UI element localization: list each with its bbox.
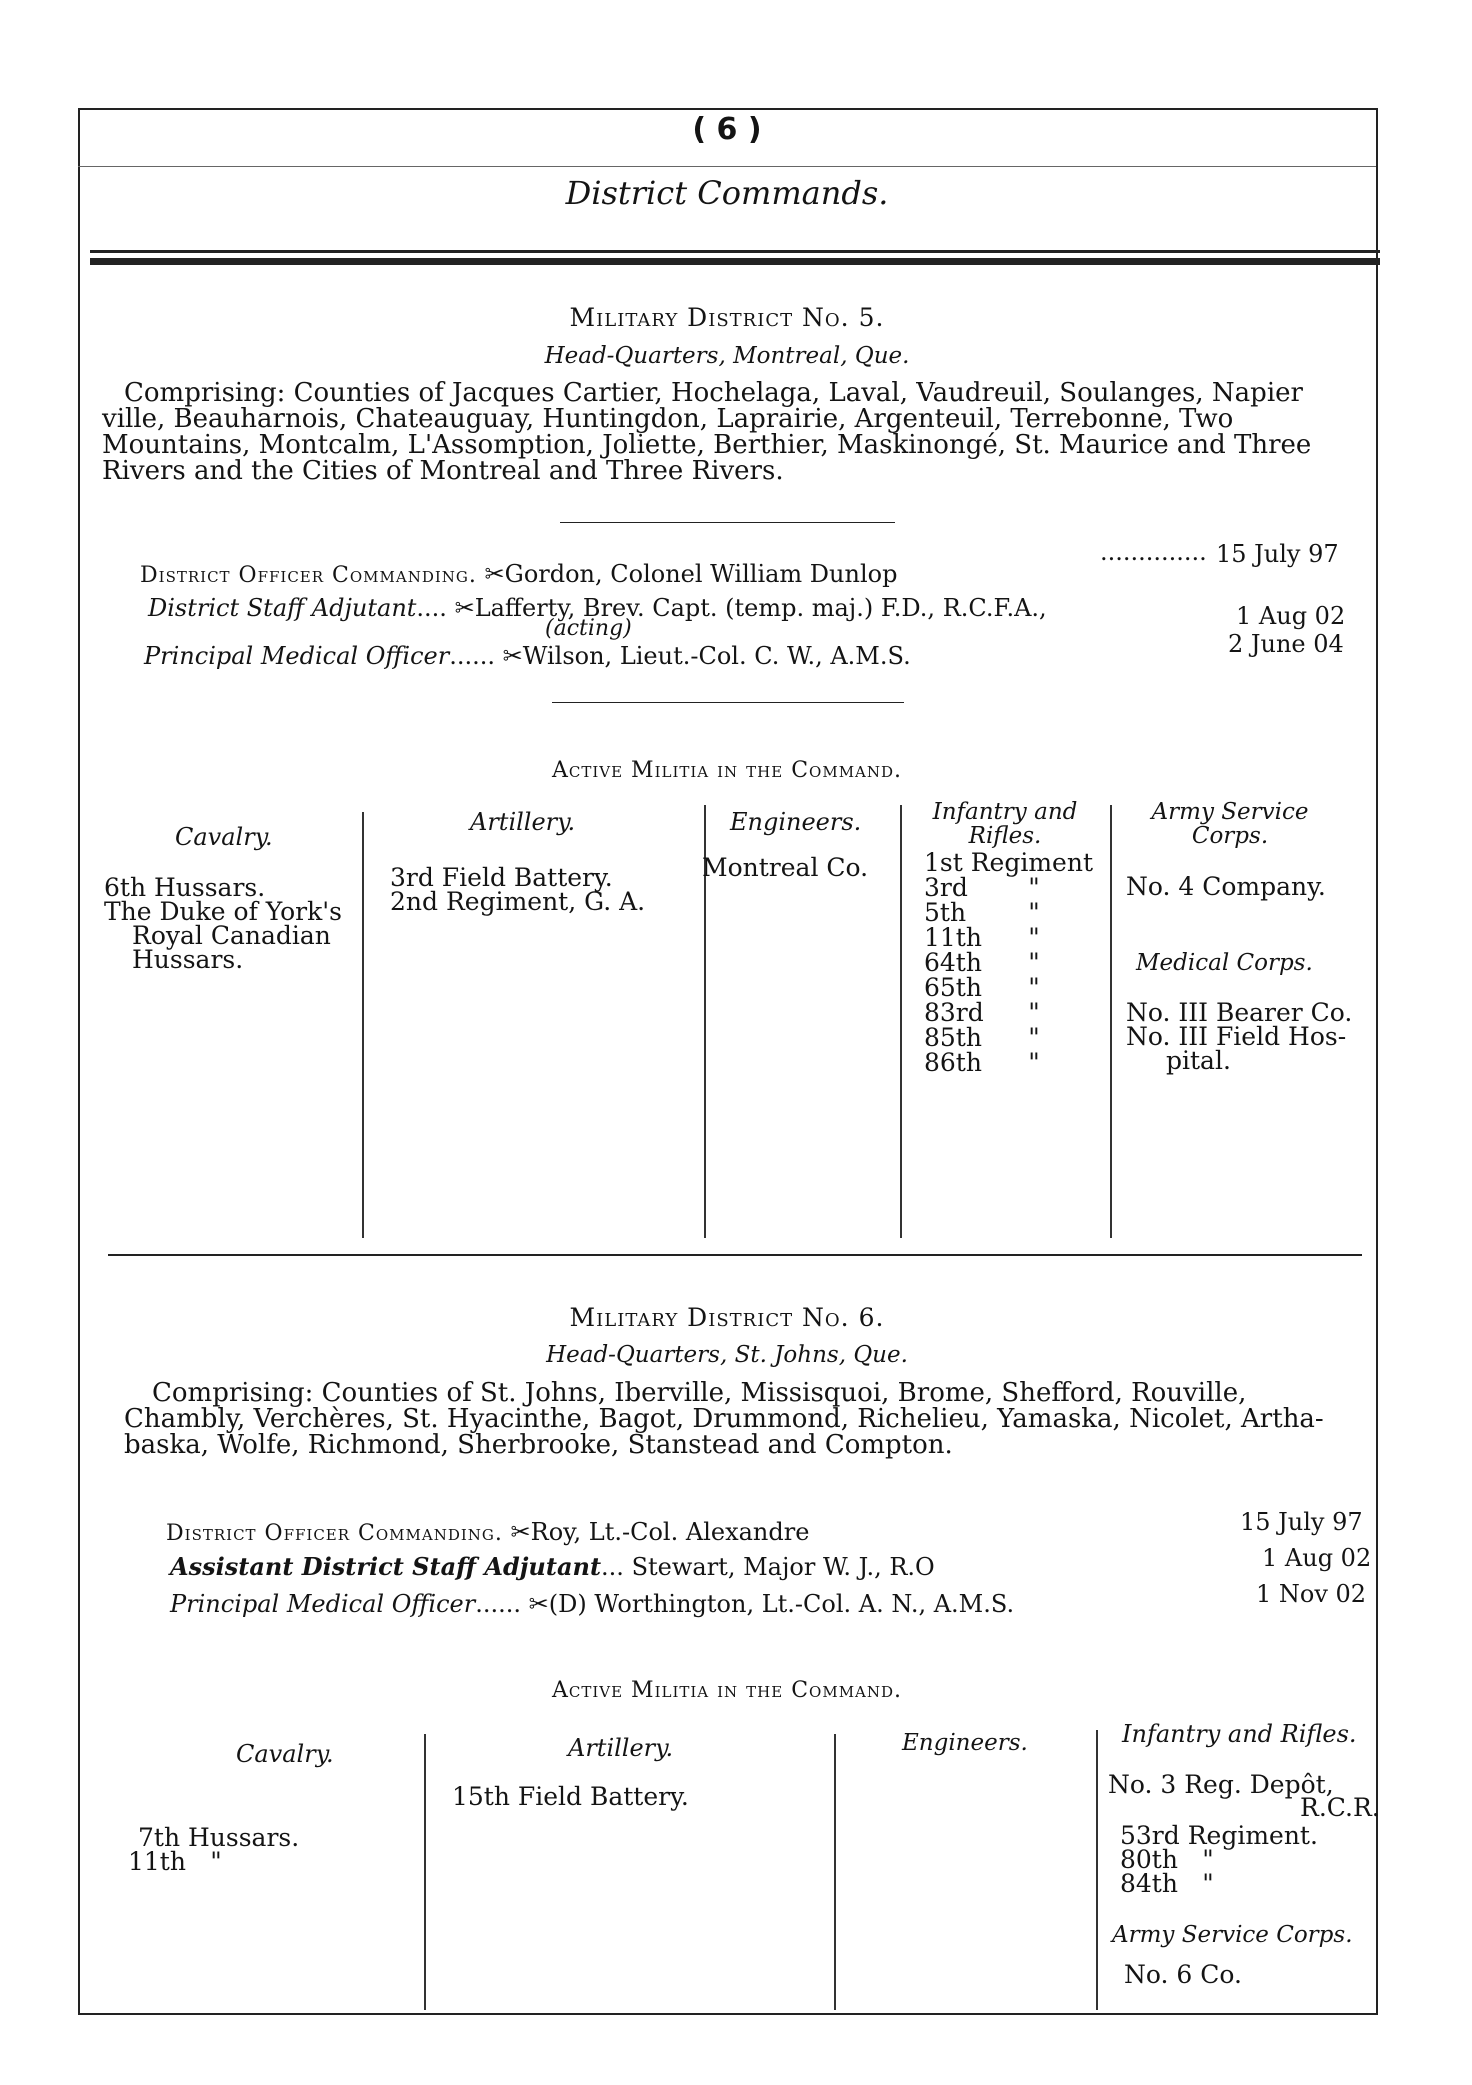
- medical-entry: No. III Bearer Co.: [1126, 998, 1353, 1027]
- header-asc: Army Service Corps.: [1151, 799, 1309, 849]
- ditto-mark: ": [1028, 973, 1040, 1002]
- infantry-entry: [924, 975, 1064, 1000]
- officer-date: 15 July 97: [1216, 540, 1339, 568]
- district5-doc-row: [140, 560, 897, 588]
- officer-name: ✂Wilson, Lieut.-Col. C. W., A.M.S.: [502, 642, 911, 670]
- cavalry-entry: The Duke of York's: [104, 897, 342, 926]
- top-rule: [78, 108, 1376, 110]
- header-engineers: Engineers.: [730, 808, 862, 836]
- officer-date: 1 Nov 02: [1256, 1580, 1367, 1608]
- column-divider: [900, 805, 902, 1238]
- district5-pmo-row: Principal Medical Officer...... ✂Wilson, Lieut.-Col. C. W., A.M.S.: [144, 642, 911, 670]
- artillery-entry: 15th Field Battery.: [452, 1782, 689, 1811]
- medical-entry: No. III Field Hos-: [1126, 1022, 1347, 1051]
- officer-dots: ..............: [1100, 538, 1207, 566]
- district6-title: Military District No. 6.: [569, 1303, 885, 1332]
- ditto-mark: ": [1028, 948, 1040, 977]
- district6-pmo-row: Principal Medical Officer...... ✂(D) Worthington, Lt.-Col. A. N., A.M.S.: [170, 1590, 1015, 1618]
- column-divider: [834, 1734, 836, 2010]
- officer-date: 1 Aug 02: [1236, 602, 1346, 630]
- officer-date: 2 June 04: [1228, 630, 1344, 658]
- infantry-entry-text: 11th: [924, 923, 982, 952]
- medical-entry: pital.: [1166, 1046, 1231, 1075]
- district5-comprising-line: Mountains, Montcalm, L'Assomption, Joliette, Berthier, Maskinongé, St. Maurice and Three: [102, 430, 1312, 460]
- infantry-entry: [924, 875, 1064, 900]
- ditto-mark: ": [1028, 898, 1040, 927]
- header-engineers: Engineers.: [902, 1730, 1028, 1756]
- ditto-mark: ": [1202, 1869, 1214, 1898]
- officer-date: 15 July 97: [1240, 1508, 1363, 1536]
- cavalry-entry-text: 11th: [128, 1847, 186, 1876]
- infantry-entry-text: 64th: [924, 948, 982, 977]
- ditto-mark: ": [1028, 923, 1040, 952]
- cavalry-entry: 7th Hussars.: [138, 1823, 300, 1852]
- officer-name: ✂Gordon, Colonel William Dunlop: [484, 560, 898, 588]
- header-infantry: Infantry and Rifles.: [932, 799, 1078, 849]
- asc-header: Army Service Corps.: [1112, 1922, 1353, 1948]
- divider-short: [552, 702, 904, 703]
- district5-adjutant-row: District Staff Adjutant.... ✂Lafferty, Brev. Capt. (temp. maj.) F.D., R.C.F.A.,: [148, 594, 1047, 622]
- header-infantry: Infantry and Rifles.: [1122, 1720, 1357, 1748]
- officer-name: ✂Lafferty, Brev. Capt. (temp. maj.) F.D., R.C.F.A.,: [454, 594, 1047, 622]
- district6-adjutant-row: Assistant District Staff Adjutant... Stewart, Major W. J., R.O: [170, 1552, 935, 1581]
- column-divider: [1096, 1730, 1098, 2010]
- ditto-mark: ": [210, 1847, 222, 1876]
- page-number: ( 6 ): [692, 112, 762, 147]
- header-artillery: Artillery.: [470, 808, 576, 836]
- district5-comprising-line: Comprising: Counties of Jacques Cartier, Hochelaga, Laval, Vaudreuil, Soulanges, Napier: [124, 378, 1303, 408]
- infantry-entry-text: 65th: [924, 973, 982, 1002]
- officer-role: District Officer Commanding.: [140, 563, 477, 588]
- cavalry-entry: [128, 1849, 246, 1874]
- thick-rule-2: [90, 258, 1380, 265]
- divider-short: [560, 522, 895, 523]
- officer-name: Stewart, Major W. J., R.O: [631, 1553, 935, 1581]
- district6-comprising-line: baska, Wolfe, Richmond, Sherbrooke, Stanstead and Compton.: [124, 1430, 953, 1460]
- district5-militia-title: Active Militia in the Command.: [551, 758, 903, 783]
- engineers-entry: Montreal Co.: [702, 853, 869, 882]
- district6-hq: Head-Quarters, St. Johns, Que.: [546, 1342, 908, 1368]
- column-divider: [362, 812, 364, 1238]
- asc-entry: No. 4 Company.: [1126, 872, 1326, 901]
- ditto-mark: ": [1028, 1048, 1040, 1077]
- infantry-entry-text: 85th: [924, 1023, 982, 1052]
- officer-role: Principal Medical Officer: [170, 1590, 476, 1618]
- district5-comprising-line: ville, Beauharnois, Chateauguay, Huntingdon, Laprairie, Argenteuil, Terrebonne, Two: [102, 404, 1234, 434]
- section-divider: [108, 1254, 1362, 1256]
- infantry-depot: R.C.R.: [1300, 1793, 1380, 1822]
- cavalry-entry: Hussars.: [132, 945, 244, 974]
- artillery-entry: 3rd Field Battery.: [390, 863, 613, 892]
- infantry-entry: [1120, 1871, 1238, 1896]
- ditto-mark: ": [1028, 1023, 1040, 1052]
- infantry-entry-text: 83rd: [924, 998, 984, 1027]
- infantry-entry: [924, 925, 1064, 950]
- medical-header: Medical Corps.: [1136, 950, 1313, 976]
- header-cavalry: Cavalry.: [236, 1740, 334, 1768]
- officer-date: 1 Aug 02: [1262, 1544, 1372, 1572]
- cavalry-entry: 6th Hussars.: [104, 873, 266, 902]
- infantry-entry-text: 86th: [924, 1048, 982, 1077]
- artillery-entry: 2nd Regiment, G. A.: [390, 887, 646, 916]
- header-cavalry: Cavalry.: [175, 823, 273, 851]
- cavalry-entry: Royal Canadian: [132, 921, 331, 950]
- ditto-mark: ": [1028, 873, 1040, 902]
- infantry-entry: [924, 950, 1064, 975]
- header-rule: [78, 166, 1376, 167]
- infantry-entry-text: 3rd: [924, 873, 968, 902]
- officer-name: ✂(D) Worthington, Lt.-Col. A. N., A.M.S.: [528, 1590, 1015, 1618]
- infantry-depot: No. 3 Reg. Depôt,: [1108, 1770, 1334, 1799]
- officer-role: District Staff Adjutant: [148, 594, 417, 622]
- infantry-entry: [924, 1025, 1064, 1050]
- ditto-mark: ": [1028, 998, 1040, 1027]
- asc-entry: No. 6 Co.: [1124, 1960, 1242, 1989]
- running-title: District Commands.: [565, 174, 889, 212]
- infantry-entry-text: 5th: [924, 898, 967, 927]
- column-divider: [1110, 805, 1112, 1238]
- district5-hq: Head-Quarters, Montreal, Que.: [544, 343, 910, 369]
- infantry-entry-text: 84th: [1120, 1869, 1178, 1898]
- infantry-entry: [924, 900, 1064, 925]
- district6-comprising-line: Comprising: Counties of St. Johns, Iberville, Missisquoi, Brome, Shefford, Rouville,: [152, 1378, 1247, 1408]
- district6-doc-row: [166, 1518, 809, 1546]
- thick-rule-1: [90, 250, 1380, 253]
- infantry-entry: 1st Regiment: [924, 848, 1093, 877]
- infantry-entry: 53rd Regiment.: [1120, 1821, 1318, 1850]
- ditto-mark: ": [1202, 1845, 1214, 1874]
- column-divider: [424, 1734, 426, 2010]
- infantry-entry: [924, 1000, 1064, 1025]
- officer-name: ✂Roy, Lt.-Col. Alexandre: [510, 1518, 810, 1546]
- district5-comprising-line: Rivers and the Cities of Montreal and Three Rivers.: [102, 456, 784, 486]
- district6-comprising-line: Chambly, Verchères, St. Hyacinthe, Bagot, Drummond, Richelieu, Yamaska, Nicolet, Artha-: [124, 1404, 1324, 1434]
- district6-militia-title: Active Militia in the Command.: [551, 1678, 903, 1703]
- district5-title: Military District No. 5.: [569, 303, 885, 332]
- infantry-entry-text: 80th: [1120, 1845, 1178, 1874]
- officer-role: District Officer Commanding.: [166, 1521, 503, 1546]
- officer-sub: (acting): [545, 616, 632, 641]
- header-artillery: Artillery.: [568, 1734, 674, 1762]
- officer-role: Assistant District Staff Adjutant: [170, 1552, 602, 1581]
- officer-role: Principal Medical Officer: [144, 642, 450, 670]
- infantry-entry: [924, 1050, 1064, 1075]
